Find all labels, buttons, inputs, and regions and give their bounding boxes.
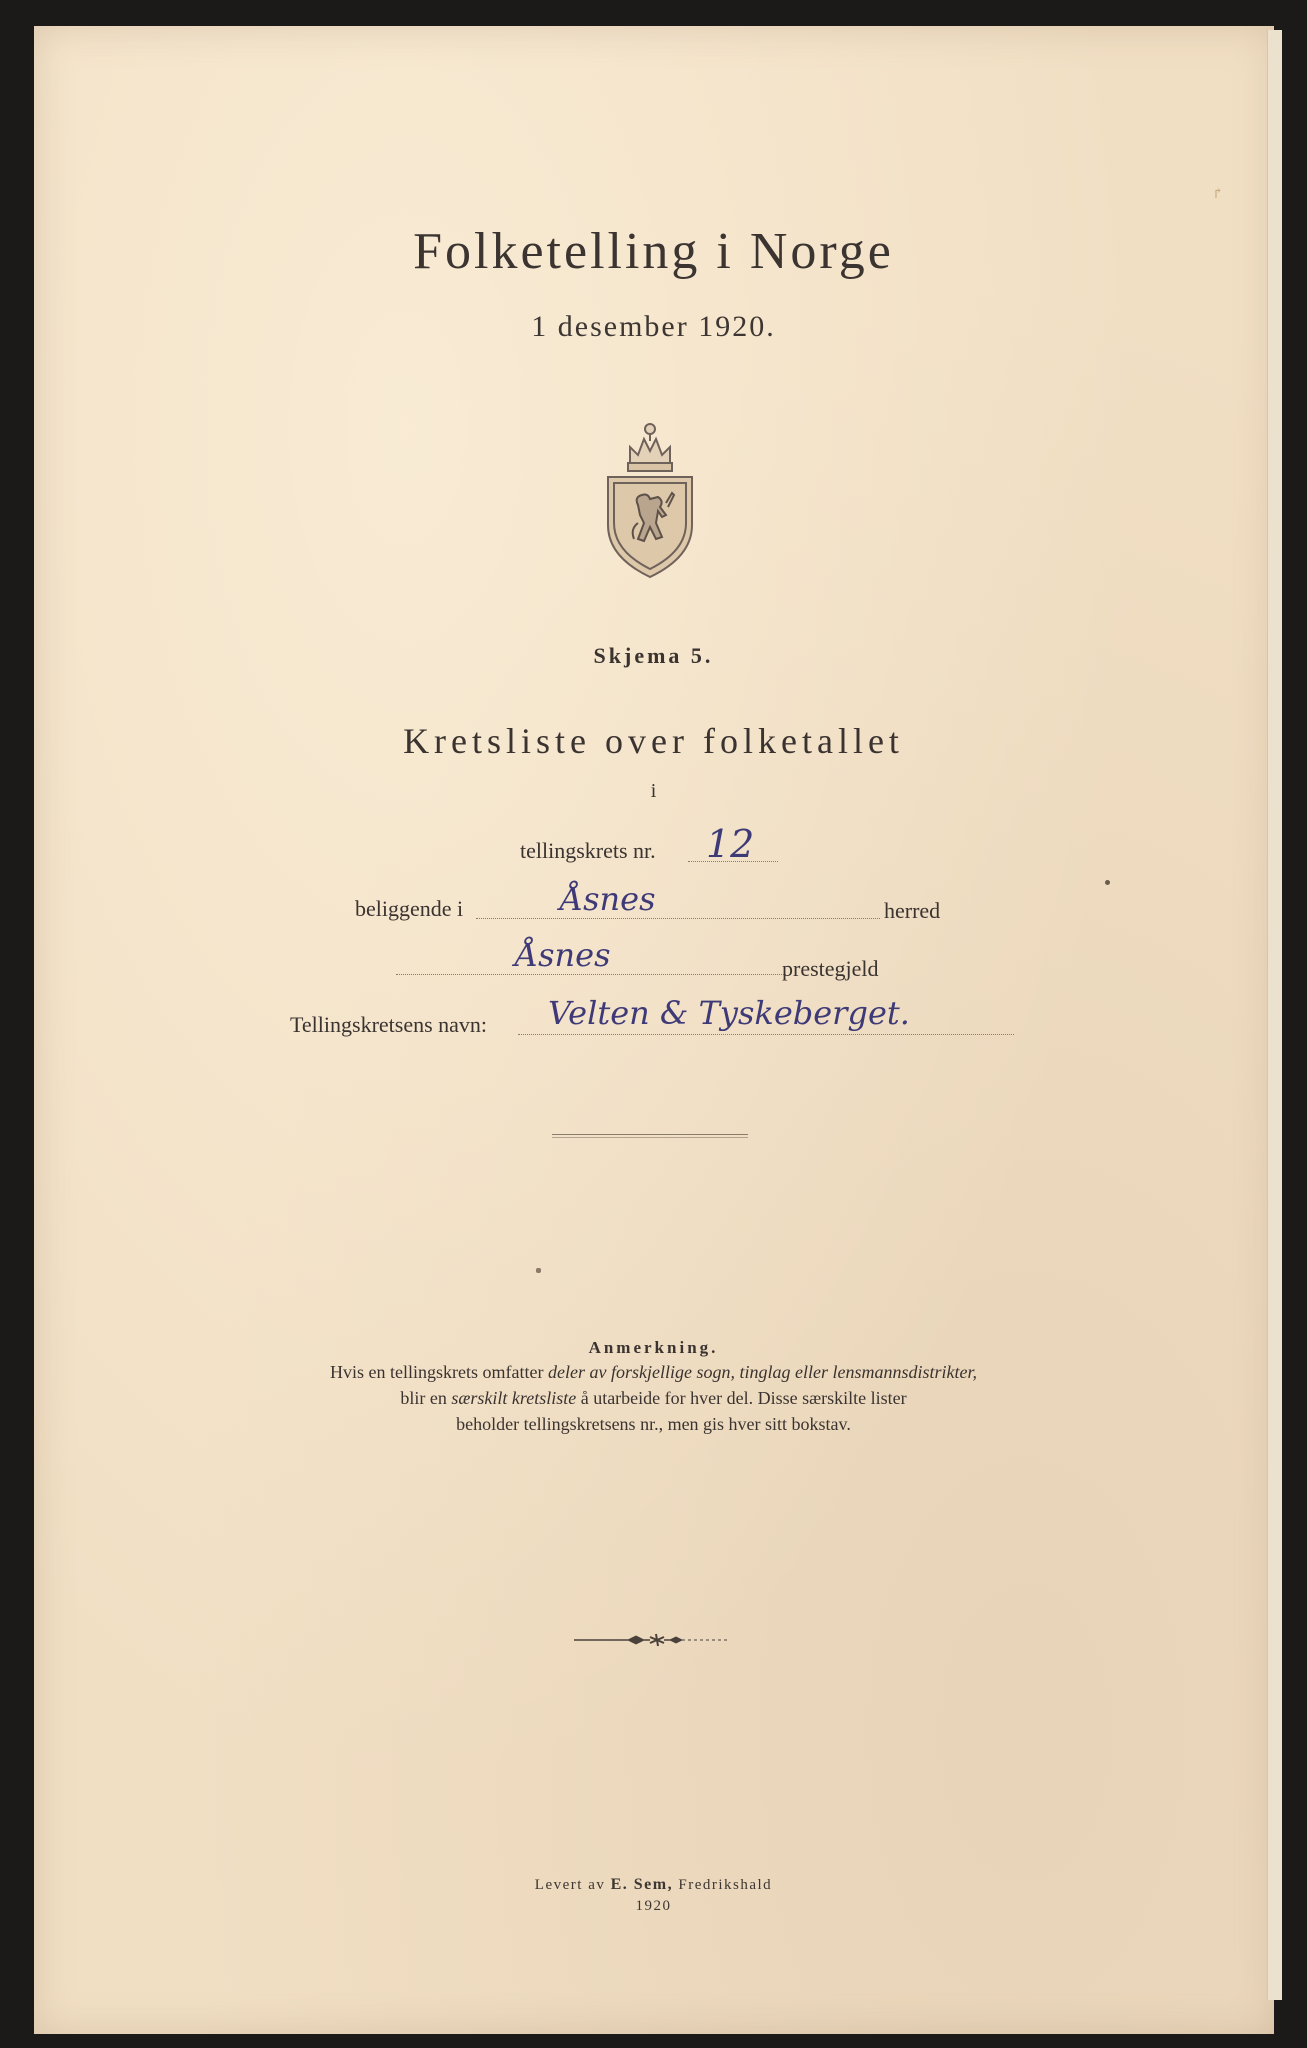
printer-credit: Levert av E. Sem, Fredrikshald bbox=[534, 1876, 773, 1893]
kretsnavn-label: Tellingskretsens navn: bbox=[290, 1012, 488, 1037]
print-year: 1920 bbox=[635, 1898, 672, 1914]
prestegjeld-label: prestegjeld bbox=[782, 956, 879, 981]
preposition-i: i bbox=[650, 780, 657, 802]
prestegjeld-dotline bbox=[396, 974, 786, 975]
prestegjeld-value: Åsnes bbox=[515, 936, 611, 974]
census-date: 1 desember 1920. bbox=[531, 310, 776, 343]
herred-label: herred bbox=[884, 898, 941, 923]
section-divider bbox=[552, 1134, 748, 1138]
note-line-1: Hvis en tellingskrets omfatter deler av forskjellige sogn, tinglag eller lensmannsdistrikter, bbox=[330, 1362, 977, 1382]
stray-ink-dot bbox=[1105, 880, 1110, 885]
beliggende-label: beliggende i bbox=[355, 896, 464, 921]
note-line-3: beholder tellingskretsens nr., men gis hver sitt bokstav. bbox=[456, 1414, 851, 1434]
beliggende-value: Åsnes bbox=[560, 880, 656, 918]
print-dot bbox=[536, 1268, 541, 1273]
note-title: Anmerkning. bbox=[588, 1338, 719, 1357]
beliggende-dotline bbox=[476, 918, 880, 919]
note-line-2: blir en særskilt kretsliste å utarbeide for hver del. Disse særskilte lister bbox=[400, 1388, 907, 1408]
ornament-divider bbox=[572, 1632, 732, 1648]
form-subtitle: Kretsliste over folketallet bbox=[403, 721, 904, 761]
kretsnavn-dotline bbox=[518, 1034, 1014, 1035]
schema-number: Skjema 5. bbox=[593, 643, 714, 668]
tellingskrets-value: 12 bbox=[706, 822, 755, 866]
norwegian-coat-of-arms-icon bbox=[600, 405, 700, 580]
tellingskrets-label: tellingskrets nr. bbox=[520, 838, 656, 863]
corner-mark: ↱ bbox=[1212, 187, 1224, 202]
document-title: Folketelling i Norge bbox=[413, 223, 894, 280]
kretsnavn-value: Velten & Tyskeberget. bbox=[548, 994, 910, 1032]
